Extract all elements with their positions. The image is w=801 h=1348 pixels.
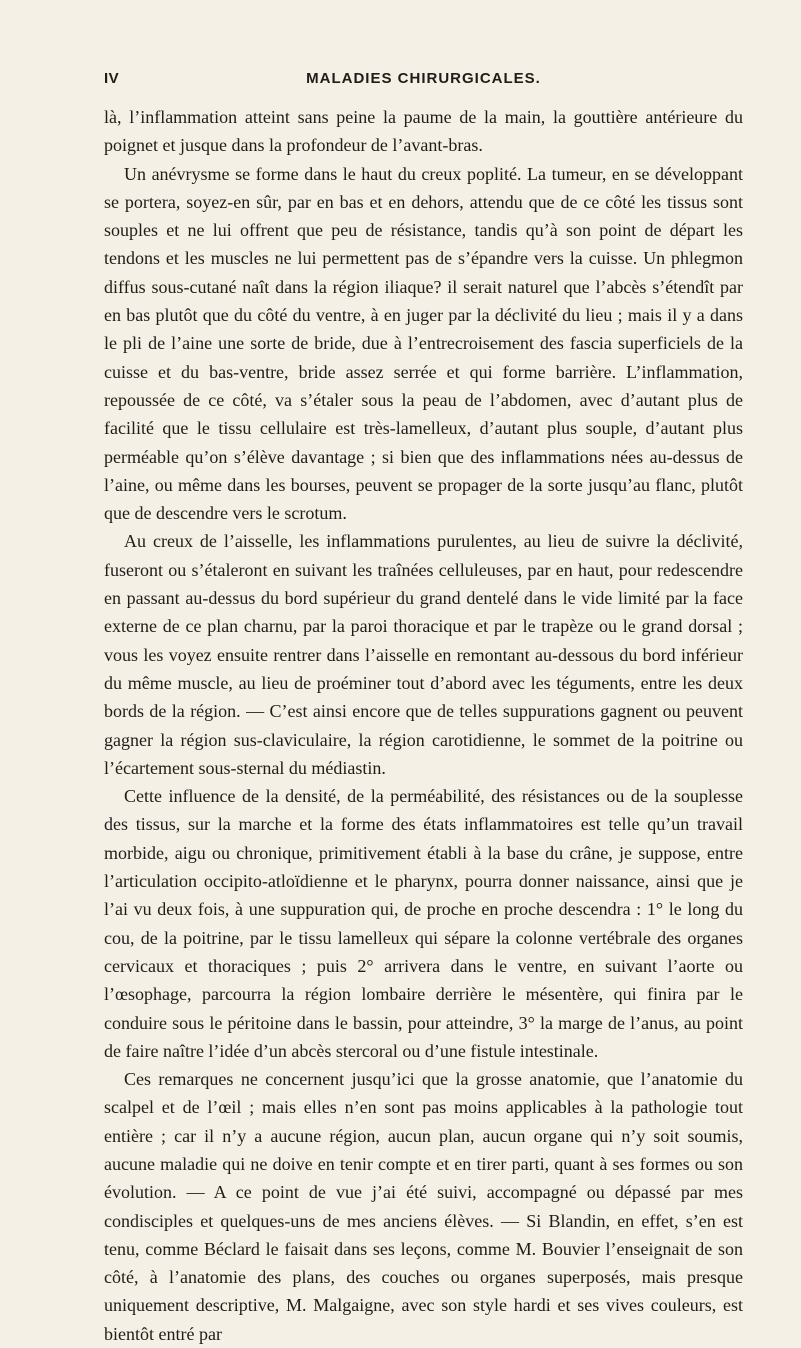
body-text — [104, 103, 743, 1348]
running-head — [104, 70, 743, 92]
paragraph: Au creux de l’aisselle, les inflammations purulentes, au lieu de suivre la déclivité, fuseront ou s’étaleront en suivant les traînées celluleuses, par en haut, pour redescendre en passant au-dessus du bord supérieur du grand dentelé dans le vide limité par la face externe de ce plan charnu, par la paroi thoracique et par le trapèze ou le grand dorsal ; vous les voyez ensuite rentrer dans l’aisselle en remontant au-dessous du bord inférieur du même muscle, au lieu de proéminer tout d’abord avec les téguments, entre les deux bords de la région. — C’est ainsi encore que de telles suppurations gagnent ou peuvent gagner la région sus-claviculaire, la région carotidienne, le sommet de la poitrine ou l’écartement sous-sternal du médiastin. — [104, 531, 743, 778]
paragraph: là, l’inflammation atteint sans peine la paume de la main, la gouttière antérieure du poignet et jusque dans la profondeur de l’avant-bras. — [104, 107, 743, 156]
header-title: MALADIES CHIRURGICALES. — [306, 70, 541, 87]
paragraph: Un anévrysme se forme dans le haut du creux poplité. La tumeur, en se développant se portera, soyez-en sûr, par en bas et en dehors, attendu que de ce côté les tissus sont souples et ne lui offrent que peu de résistance, tandis qu’à son point de départ les tendons et les muscles ne lui permettent pas de s’épandre vers la cuisse. Un phlegmon diffus sous-cutané naît dans la région iliaque? il serait naturel que l’abcès s’étendît par en bas plutôt que du côté du ventre, à en juger par la déclivité du lieu ; mais il y a dans le pli de l’aine une sorte de bride, due à l’entrecroisement des fascia superficiels de la cuisse et du bas-ventre, bride assez serrée et qui forme barrière. L’inflammation, repoussée de ce côté, va s’étaler sous la peau de l’abdomen, avec d’autant plus de facilité que le tissu cellulaire est très-lamelleux, d’autant plus souple, d’autant plus perméable qu’on s’élève davantage ; si bien que des inflammations nées au-dessus de l’aine, ou même dans les bourses, peuvent se propager de la sorte jusqu’au flanc, plutôt que de descendre vers le scrotum. — [104, 163, 743, 524]
page-number: IV — [104, 70, 120, 87]
paragraph: Cette influence de la densité, de la perméabilité, des résistances ou de la souplesse des tissus, sur la marche et la forme des états inflammatoires est telle qu’un travail morbide, aigu ou chronique, primitivement établi à la base du crâne, je suppose, entre l’articulation occipito-atloïdienne et le pharynx, pourra donner naissance, ainsi que je l’ai vu deux fois, à une suppuration qui, de proche en proche descendra : 1° le long du cou, de la poitrine, par le tissu lamelleux qui sépare la colonne vertébrale des organes cervicaux et thoraciques ; puis 2° arrivera dans le ventre, en suivant l’aorte ou l’œsophage, parcourra la région lombaire derrière le mésentère, qui finira par le conduire sous le péritoine dans le bassin, pour atteindre, 3° la marge de l’anus, au point de faire naître l’idée d’un abcès stercoral ou d’une fistule intestinale. — [104, 786, 743, 1061]
paragraph: Ces remarques ne concernent jusqu’ici que la grosse anatomie, que l’anatomie du scalpel et de l’œil ; mais elles n’en sont pas moins applicables à la pathologie tout entière ; car il n’y a aucune région, aucun plan, aucun organe qui n’y soit soumis, aucune maladie qui ne doive en tenir compte et en tirer parti, quant à ses formes ou son évolution. — A ce point de vue j’ai été suivi, accompagné ou dépassé par mes condisciples et quelques-uns de mes anciens élèves. — Si Blandin, en effet, s’en est tenu, comme Béclard le faisait dans ses leçons, comme M. Bouvier l’enseignait de son côté, à l’anatomie des plans, des couches ou organes superposés, mais presque uniquement descriptive, M. Malgaigne, avec son style hardi et ses vives couleurs, est bientôt entré par — [104, 1069, 743, 1344]
